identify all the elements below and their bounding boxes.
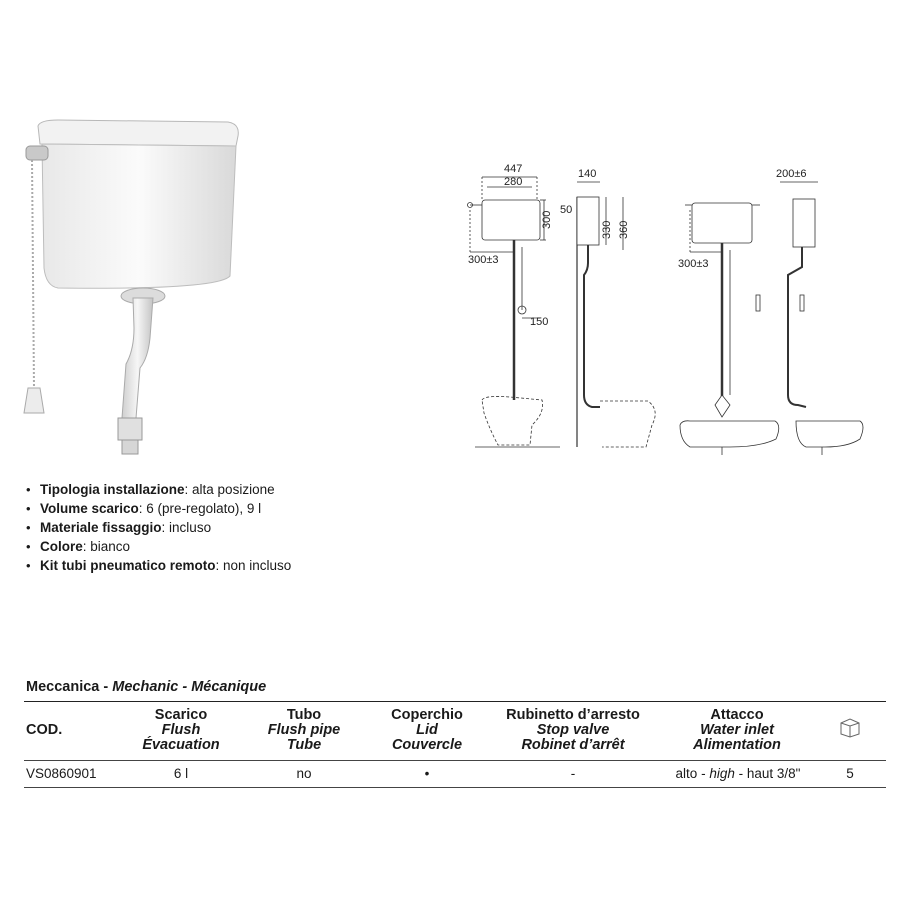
table-rule-top bbox=[24, 701, 886, 702]
table-rule-header bbox=[24, 760, 886, 761]
drawing-basin-front bbox=[678, 203, 779, 455]
cell-rubinetto: - bbox=[570, 766, 576, 781]
drawing-side-view bbox=[560, 168, 655, 447]
header-rubinetto: Rubinetto d’arresto Stop valve Robinet d’arrêt bbox=[506, 707, 640, 753]
cell-pack-qty: 5 bbox=[846, 766, 854, 781]
section-title: Meccanica - Mechanic - Mécanique bbox=[26, 679, 267, 695]
header-tubo: Tubo Flush pipe Tube bbox=[267, 707, 341, 753]
dim-360: 360 bbox=[618, 220, 630, 239]
dim-300-3-a: 300±3 bbox=[468, 254, 499, 266]
dim-50: 50 bbox=[560, 204, 573, 216]
dim-447: 447 bbox=[504, 163, 523, 175]
cell-cod: VS0860901 bbox=[26, 766, 97, 781]
package-icon bbox=[838, 716, 862, 738]
table-rule-bottom bbox=[24, 787, 886, 788]
cell-scarico: 6 l bbox=[173, 766, 189, 781]
cell-coperchio: • bbox=[424, 766, 430, 781]
header-attacco: Attacco Water inlet Alimentation bbox=[693, 707, 781, 753]
spec-list bbox=[26, 480, 296, 575]
drawing-front-view bbox=[468, 163, 561, 447]
cell-tubo: no bbox=[296, 766, 312, 781]
header-cod: COD. bbox=[26, 722, 63, 738]
cell-attacco: alto - high - haut 3/8" bbox=[675, 766, 801, 781]
header-coperchio: Coperchio Lid Couvercle bbox=[391, 707, 463, 753]
dim-280: 280 bbox=[504, 176, 523, 188]
technical-drawings bbox=[460, 155, 880, 465]
dim-300-3-b: 300±3 bbox=[678, 258, 709, 270]
spec-item: • Materiale fissaggio: incluso bbox=[26, 518, 296, 537]
header-scarico: Scarico Flush Évacuation bbox=[142, 707, 220, 753]
spec-item: • Tipologia installazione: alta posizione bbox=[26, 480, 296, 499]
dim-200-6: 200±6 bbox=[776, 168, 807, 180]
product-photo bbox=[18, 118, 248, 468]
spec-item: • Colore: bianco bbox=[26, 537, 296, 556]
drawing-basin-side bbox=[776, 168, 863, 455]
spec-item: • Kit tubi pneumatico remoto: non incluso bbox=[26, 556, 296, 575]
dim-330: 330 bbox=[601, 220, 613, 239]
spec-item: • Volume scarico: 6 (pre-regolato), 9 l bbox=[26, 499, 296, 518]
dim-140: 140 bbox=[578, 168, 597, 180]
dim-300: 300 bbox=[541, 210, 553, 229]
dim-150: 150 bbox=[530, 316, 549, 328]
